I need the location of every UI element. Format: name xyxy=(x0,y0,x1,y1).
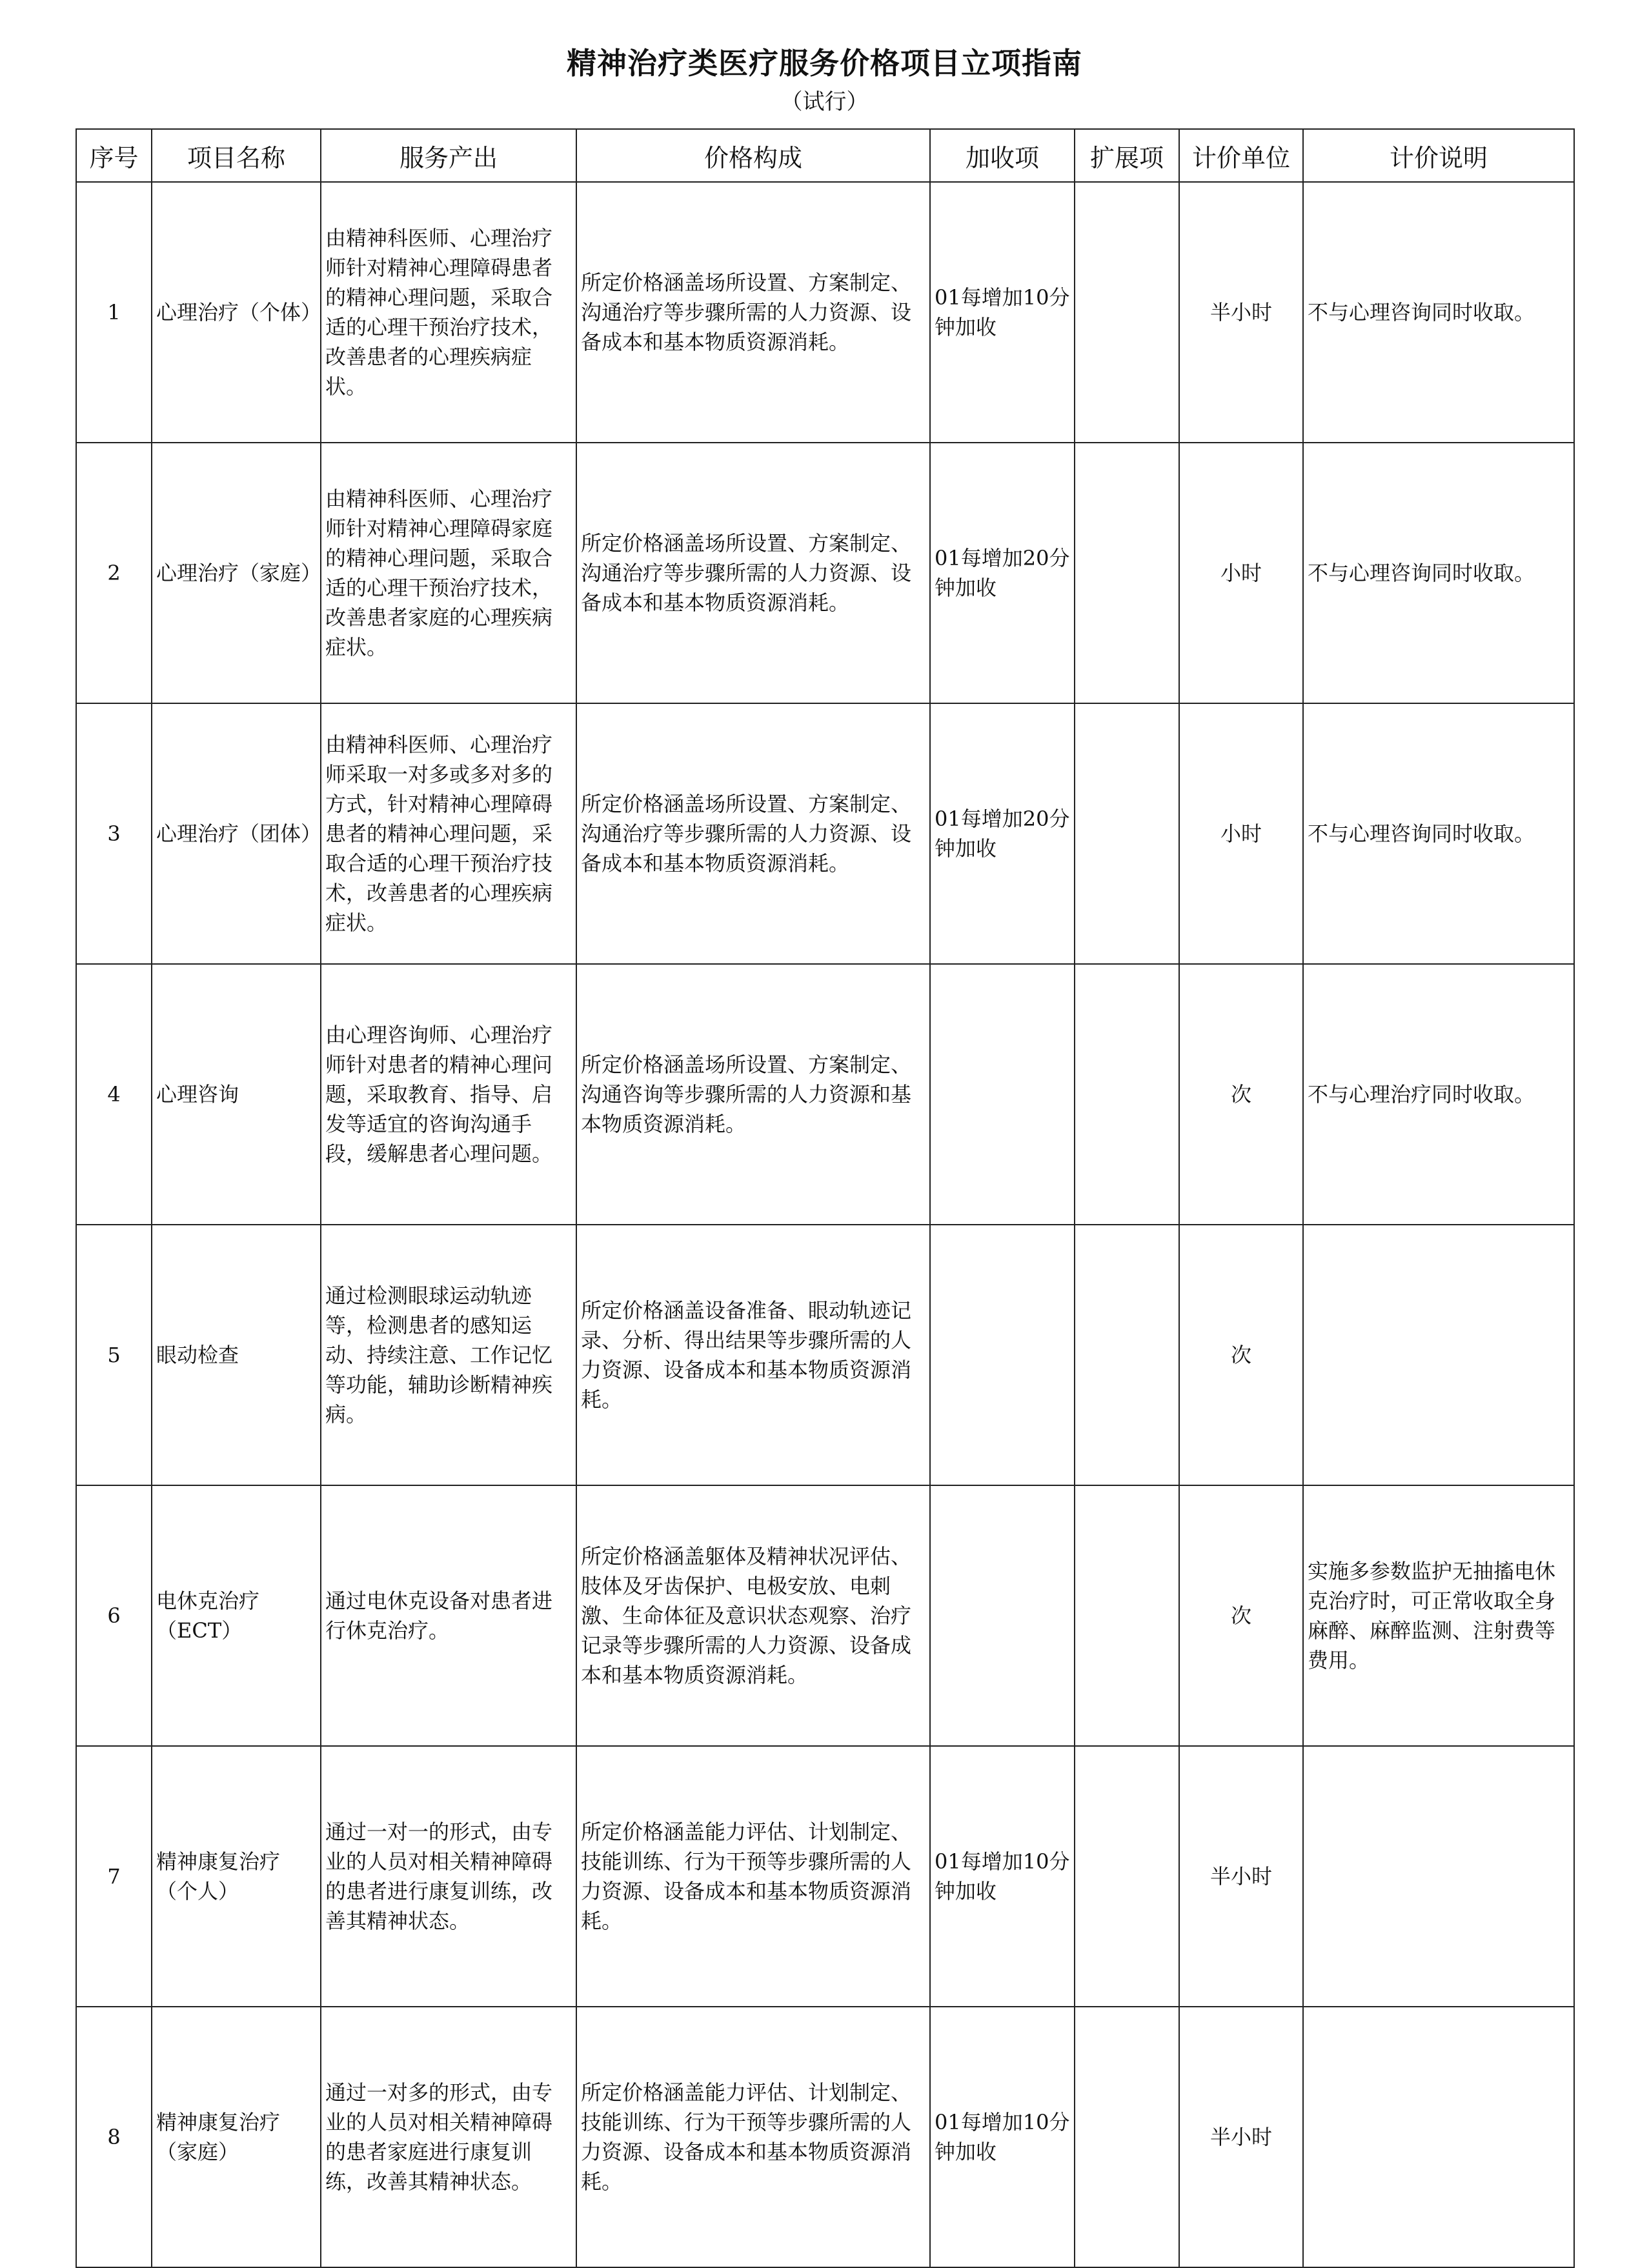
cell-price: 所定价格涵盖能力评估、计划制定、技能训练、行为干预等步骤所需的人力资源、设备成本和基本物质资源消耗。 xyxy=(576,2007,930,2267)
cell-note xyxy=(1303,2007,1574,2267)
cell-name: 心理咨询 xyxy=(152,964,321,1225)
cell-price: 所定价格涵盖场所设置、方案制定、沟通治疗等步骤所需的人力资源、设备成本和基本物质资源消耗。 xyxy=(576,703,930,964)
cell-unit: 半小时 xyxy=(1179,2007,1303,2267)
cell-num: 7 xyxy=(76,1746,152,2007)
cell-name: 精神康复治疗（个人） xyxy=(152,1746,321,2007)
cell-num: 1 xyxy=(76,182,152,443)
cell-output: 由精神科医师、心理治疗师针对精神心理障碍家庭的精神心理问题，采取合适的心理干预治疗技术，改善患者家庭的心理疾病症状。 xyxy=(321,443,576,703)
cell-output: 由精神科医师、心理治疗师采取一对多或多对多的方式，针对精神心理障碍患者的精神心理问题，采取合适的心理干预治疗技术，改善患者的心理疾病症状。 xyxy=(321,703,576,964)
header-cell-note: 计价说明 xyxy=(1303,129,1574,182)
table-row xyxy=(76,182,1574,443)
cell-extension xyxy=(1075,1485,1179,1746)
cell-surcharge xyxy=(930,1485,1075,1746)
cell-unit: 小时 xyxy=(1179,443,1303,703)
cell-unit: 次 xyxy=(1179,964,1303,1225)
document-title: 精神治疗类医疗服务价格项目立项指南 xyxy=(567,46,1082,81)
cell-surcharge: 01每增加10分钟加收 xyxy=(930,2007,1075,2267)
header-cell-output: 服务产出 xyxy=(321,129,576,182)
cell-price: 所定价格涵盖场所设置、方案制定、沟通咨询等步骤所需的人力资源和基本物质资源消耗。 xyxy=(576,964,930,1225)
pricing-table xyxy=(76,128,1575,2268)
cell-price: 所定价格涵盖场所设置、方案制定、沟通治疗等步骤所需的人力资源、设备成本和基本物质资源消耗。 xyxy=(576,182,930,443)
cell-note xyxy=(1303,1746,1574,2007)
table-row xyxy=(76,1746,1574,2007)
table-header xyxy=(76,129,1574,182)
cell-note: 实施多参数监护无抽搐电休克治疗时，可正常收取全身麻醉、麻醉监测、注射费等费用。 xyxy=(1303,1485,1574,1746)
cell-note xyxy=(1303,1225,1574,1485)
cell-name: 心理治疗（家庭） xyxy=(152,443,321,703)
cell-extension xyxy=(1075,2007,1179,2267)
cell-unit: 半小时 xyxy=(1179,1746,1303,2007)
cell-extension xyxy=(1075,964,1179,1225)
cell-surcharge: 01每增加20分钟加收 xyxy=(930,443,1075,703)
table-row xyxy=(76,1225,1574,1485)
document-subtitle: （试行） xyxy=(780,89,869,115)
cell-price: 所定价格涵盖设备准备、眼动轨迹记录、分析、得出结果等步骤所需的人力资源、设备成本和基本物质资源消耗。 xyxy=(576,1225,930,1485)
table-row xyxy=(76,964,1574,1225)
cell-unit: 次 xyxy=(1179,1225,1303,1485)
header-cell-extension: 扩展项 xyxy=(1075,129,1179,182)
cell-output: 通过检测眼球运动轨迹等，检测患者的感知运动、持续注意、工作记忆等功能，辅助诊断精神疾病。 xyxy=(321,1225,576,1485)
header-cell-unit: 计价单位 xyxy=(1179,129,1303,182)
cell-num: 6 xyxy=(76,1485,152,1746)
cell-output: 由心理咨询师、心理治疗师针对患者的精神心理问题，采取教育、指导、启发等适宜的咨询沟通手段，缓解患者心理问题。 xyxy=(321,964,576,1225)
cell-output: 通过电休克设备对患者进行休克治疗。 xyxy=(321,1485,576,1746)
cell-output: 通过一对一的形式，由专业的人员对相关精神障碍的患者进行康复训练，改善其精神状态。 xyxy=(321,1746,576,2007)
cell-surcharge: 01每增加10分钟加收 xyxy=(930,1746,1075,2007)
cell-note: 不与心理治疗同时收取。 xyxy=(1303,964,1574,1225)
cell-note: 不与心理咨询同时收取。 xyxy=(1303,182,1574,443)
cell-name: 心理治疗（团体） xyxy=(152,703,321,964)
cell-num: 2 xyxy=(76,443,152,703)
cell-num: 4 xyxy=(76,964,152,1225)
cell-note: 不与心理咨询同时收取。 xyxy=(1303,703,1574,964)
header-cell-price: 价格构成 xyxy=(576,129,930,182)
cell-unit: 小时 xyxy=(1179,703,1303,964)
header-row xyxy=(76,129,1574,182)
header-cell-name: 项目名称 xyxy=(152,129,321,182)
cell-extension xyxy=(1075,443,1179,703)
cell-output: 由精神科医师、心理治疗师针对精神心理障碍患者的精神心理问题，采取合适的心理干预治疗技术，改善患者的心理疾病症状。 xyxy=(321,182,576,443)
cell-output: 通过一对多的形式，由专业的人员对相关精神障碍的患者家庭进行康复训练，改善其精神状态。 xyxy=(321,2007,576,2267)
cell-unit: 次 xyxy=(1179,1485,1303,1746)
cell-surcharge xyxy=(930,1225,1075,1485)
cell-num: 3 xyxy=(76,703,152,964)
cell-price: 所定价格涵盖场所设置、方案制定、沟通治疗等步骤所需的人力资源、设备成本和基本物质资源消耗。 xyxy=(576,443,930,703)
cell-name: 眼动检查 xyxy=(152,1225,321,1485)
cell-price: 所定价格涵盖躯体及精神状况评估、肢体及牙齿保护、电极安放、电刺激、生命体征及意识状态观察、治疗记录等步骤所需的人力资源、设备成本和基本物质资源消耗。 xyxy=(576,1485,930,1746)
cell-num: 5 xyxy=(76,1225,152,1485)
table-body xyxy=(76,182,1574,2267)
cell-price: 所定价格涵盖能力评估、计划制定、技能训练、行为干预等步骤所需的人力资源、设备成本和基本物质资源消耗。 xyxy=(576,1746,930,2007)
cell-surcharge xyxy=(930,964,1075,1225)
table-row xyxy=(76,1485,1574,1746)
cell-note: 不与心理咨询同时收取。 xyxy=(1303,443,1574,703)
cell-surcharge: 01每增加10分钟加收 xyxy=(930,182,1075,443)
table-row xyxy=(76,703,1574,964)
table-row xyxy=(76,2007,1574,2267)
cell-extension xyxy=(1075,182,1179,443)
table-row xyxy=(76,443,1574,703)
header-cell-surcharge: 加收项 xyxy=(930,129,1075,182)
cell-unit: 半小时 xyxy=(1179,182,1303,443)
cell-name: 心理治疗（个体） xyxy=(152,182,321,443)
cell-extension xyxy=(1075,1746,1179,2007)
cell-name: 精神康复治疗（家庭） xyxy=(152,2007,321,2267)
cell-extension xyxy=(1075,1225,1179,1485)
cell-surcharge: 01每增加20分钟加收 xyxy=(930,703,1075,964)
cell-name: 电休克治疗（ECT） xyxy=(152,1485,321,1746)
cell-num: 8 xyxy=(76,2007,152,2267)
header-cell-num: 序号 xyxy=(76,129,152,182)
cell-extension xyxy=(1075,703,1179,964)
